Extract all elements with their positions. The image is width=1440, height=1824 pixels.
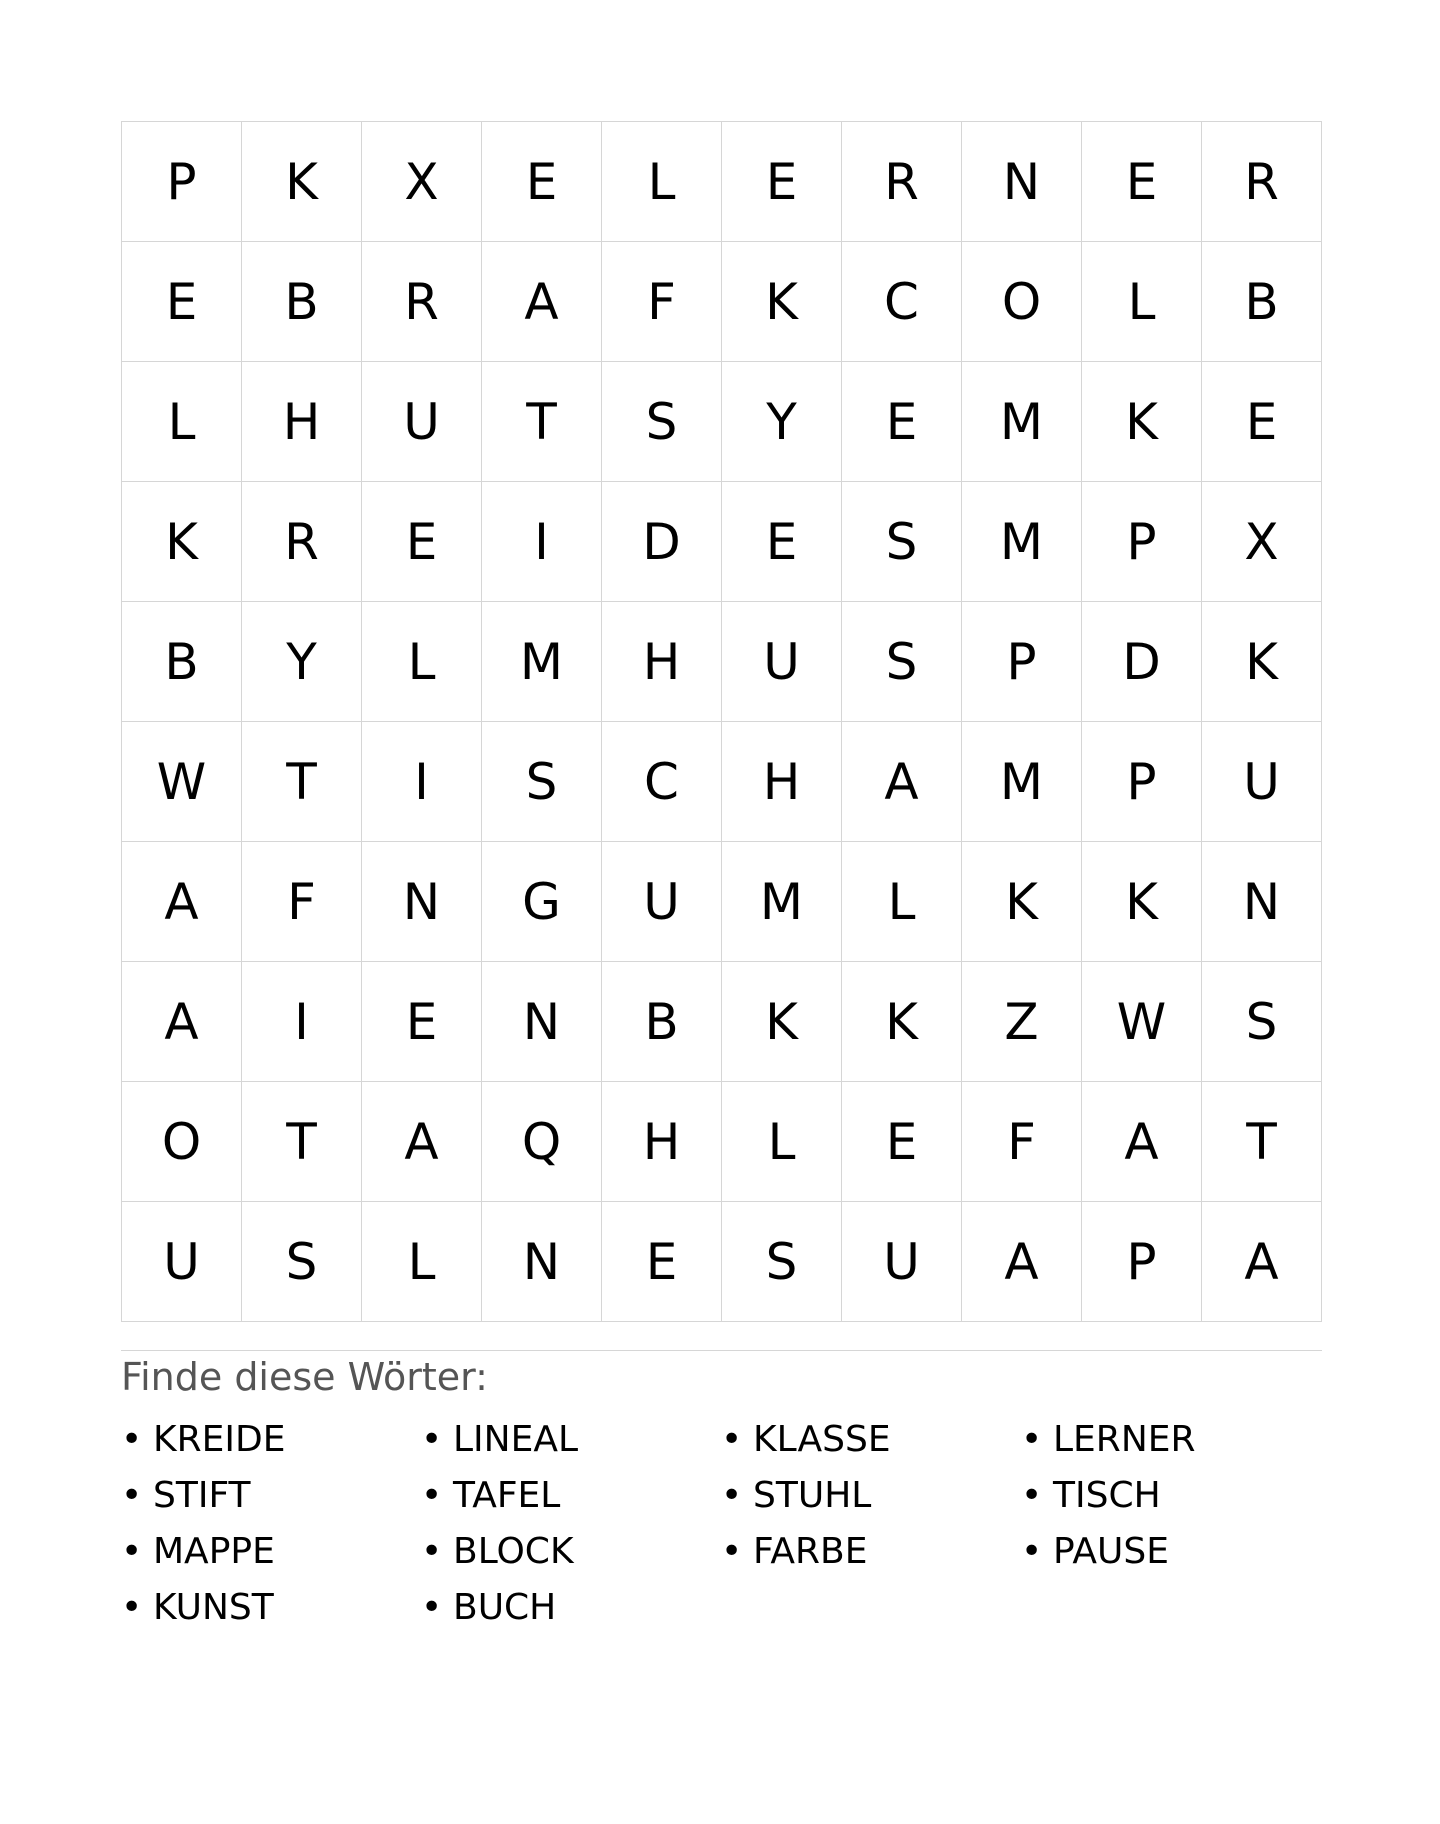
grid-cell[interactable]: M [962, 362, 1082, 482]
word-list-item [121, 1412, 421, 1468]
grid-cell[interactable]: R [842, 122, 962, 242]
grid-cell[interactable]: A [842, 722, 962, 842]
word-label: BLOCK [453, 1531, 574, 1572]
bullet-icon: • [421, 1587, 443, 1628]
grid-cell[interactable]: K [722, 962, 842, 1082]
word-list-item [421, 1580, 721, 1636]
grid-cell[interactable]: N [1202, 842, 1322, 962]
grid-cell[interactable]: S [722, 1202, 842, 1322]
grid-cell[interactable]: S [842, 482, 962, 602]
grid-cell[interactable]: T [482, 362, 602, 482]
grid-cell[interactable]: N [482, 962, 602, 1082]
grid-cell[interactable]: C [842, 242, 962, 362]
grid-cell[interactable]: N [962, 122, 1082, 242]
grid-cell[interactable]: M [962, 482, 1082, 602]
grid-cell[interactable]: F [602, 242, 722, 362]
grid-cell[interactable]: S [482, 722, 602, 842]
grid-cell[interactable]: U [362, 362, 482, 482]
grid-cell[interactable]: O [962, 242, 1082, 362]
grid-cell[interactable]: L [722, 1082, 842, 1202]
divider [121, 1350, 1322, 1351]
grid-cell[interactable]: N [482, 1202, 602, 1322]
grid-cell[interactable]: H [722, 722, 842, 842]
grid-cell[interactable]: A [1082, 1082, 1202, 1202]
grid-cell[interactable]: K [242, 122, 362, 242]
grid-cell[interactable]: L [362, 602, 482, 722]
grid-cell[interactable]: A [362, 1082, 482, 1202]
grid-cell[interactable]: Z [962, 962, 1082, 1082]
grid-cell[interactable]: K [122, 482, 242, 602]
grid-cell[interactable]: H [602, 1082, 722, 1202]
word-list-item [421, 1468, 721, 1524]
grid-cell[interactable]: R [362, 242, 482, 362]
grid-cell[interactable]: H [602, 602, 722, 722]
word-label: LERNER [1053, 1419, 1196, 1460]
grid-cell[interactable]: I [362, 722, 482, 842]
bullet-icon: • [1021, 1419, 1043, 1460]
grid-cell[interactable]: A [122, 962, 242, 1082]
bullet-icon: • [121, 1587, 143, 1628]
grid-cell[interactable]: F [962, 1082, 1082, 1202]
grid-cell[interactable]: N [362, 842, 482, 962]
word-label: STIFT [153, 1475, 251, 1516]
word-label: KUNST [153, 1587, 274, 1628]
grid-cell[interactable]: R [1202, 122, 1322, 242]
bullet-icon: • [1021, 1475, 1043, 1516]
grid-cell[interactable]: D [1082, 602, 1202, 722]
word-list [121, 1412, 1321, 1636]
grid-cell[interactable]: E [1082, 122, 1202, 242]
grid-cell[interactable]: E [122, 242, 242, 362]
grid-cell[interactable]: M [482, 602, 602, 722]
grid-cell[interactable]: S [1202, 962, 1322, 1082]
word-list-item [121, 1468, 421, 1524]
grid-cell[interactable]: S [602, 362, 722, 482]
grid-cell[interactable]: P [1082, 722, 1202, 842]
grid-cell[interactable]: U [122, 1202, 242, 1322]
grid-cell[interactable]: T [1202, 1082, 1322, 1202]
bullet-icon: • [121, 1475, 143, 1516]
word-list-item [121, 1524, 421, 1580]
grid-cell[interactable]: Y [242, 602, 362, 722]
grid-cell[interactable]: L [122, 362, 242, 482]
grid-cell[interactable]: I [482, 482, 602, 602]
grid-cell[interactable]: I [242, 962, 362, 1082]
grid-cell[interactable]: B [602, 962, 722, 1082]
grid-cell[interactable]: A [482, 242, 602, 362]
grid-cell[interactable]: Y [722, 362, 842, 482]
grid-cell[interactable]: T [242, 722, 362, 842]
bullet-icon: • [721, 1475, 743, 1516]
grid-cell[interactable]: S [242, 1202, 362, 1322]
word-list-item [721, 1524, 1021, 1580]
grid-cell[interactable]: G [482, 842, 602, 962]
word-label: FARBE [753, 1531, 868, 1572]
grid-cell[interactable]: P [122, 122, 242, 242]
grid-cell[interactable]: K [722, 242, 842, 362]
word-label: PAUSE [1053, 1531, 1169, 1572]
bullet-icon: • [421, 1531, 443, 1572]
bullet-icon: • [721, 1531, 743, 1572]
grid-cell[interactable]: O [122, 1082, 242, 1202]
grid-cell[interactable]: C [602, 722, 722, 842]
word-label: BUCH [453, 1587, 557, 1628]
grid-cell[interactable]: E [842, 362, 962, 482]
word-list-item [1021, 1468, 1321, 1524]
word-list-item [1021, 1412, 1321, 1468]
word-list-heading: Finde diese Wörter: [121, 1355, 488, 1399]
grid-cell[interactable]: L [362, 1202, 482, 1322]
grid-cell[interactable]: A [962, 1202, 1082, 1322]
word-list-item [421, 1524, 721, 1580]
grid-cell[interactable]: L [602, 122, 722, 242]
grid-cell[interactable]: A [122, 842, 242, 962]
grid-cell[interactable]: E [482, 122, 602, 242]
grid-cell[interactable]: Q [482, 1082, 602, 1202]
grid-cell[interactable]: E [362, 482, 482, 602]
grid-cell[interactable]: K [842, 962, 962, 1082]
grid-cell[interactable]: E [362, 962, 482, 1082]
grid-cell[interactable]: P [1082, 482, 1202, 602]
grid-cell[interactable]: F [242, 842, 362, 962]
bullet-icon: • [421, 1419, 443, 1460]
word-label: STUHL [753, 1475, 872, 1516]
grid-cell[interactable]: A [1202, 1202, 1322, 1322]
grid-cell[interactable]: S [842, 602, 962, 722]
grid-cell[interactable]: B [1202, 242, 1322, 362]
grid-cell[interactable]: E [722, 482, 842, 602]
bullet-icon: • [421, 1475, 443, 1516]
bullet-icon: • [121, 1419, 143, 1460]
grid-cell[interactable]: M [962, 722, 1082, 842]
word-list-item [1021, 1524, 1321, 1580]
grid-cell[interactable]: X [362, 122, 482, 242]
grid-cell[interactable]: H [242, 362, 362, 482]
grid-cell[interactable]: E [722, 122, 842, 242]
grid-cell[interactable]: L [842, 842, 962, 962]
grid-cell[interactable]: K [1082, 842, 1202, 962]
grid-cell[interactable]: E [842, 1082, 962, 1202]
grid-cell[interactable]: M [722, 842, 842, 962]
grid-cell[interactable]: P [1082, 1202, 1202, 1322]
grid-cell[interactable]: K [962, 842, 1082, 962]
word-label: MAPPE [153, 1531, 275, 1572]
grid-cell[interactable]: W [122, 722, 242, 842]
grid-cell[interactable]: K [1082, 362, 1202, 482]
word-list-item [721, 1468, 1021, 1524]
grid-cell[interactable]: X [1202, 482, 1322, 602]
grid-cell[interactable]: K [1202, 602, 1322, 722]
grid-cell[interactable]: U [602, 842, 722, 962]
word-label: KREIDE [153, 1419, 286, 1460]
word-list-item [421, 1412, 721, 1468]
bullet-icon: • [121, 1531, 143, 1572]
word-label: TAFEL [453, 1475, 561, 1516]
letter-grid [121, 121, 1322, 1322]
grid-cell[interactable]: E [602, 1202, 722, 1322]
word-list-item [721, 1412, 1021, 1468]
grid-cell[interactable]: D [602, 482, 722, 602]
grid-cell[interactable]: B [122, 602, 242, 722]
grid-cell[interactable]: E [1202, 362, 1322, 482]
word-list-item [121, 1580, 421, 1636]
word-label: KLASSE [753, 1419, 891, 1460]
word-label: TISCH [1053, 1475, 1161, 1516]
grid-cell[interactable]: W [1082, 962, 1202, 1082]
grid-cell[interactable]: U [842, 1202, 962, 1322]
bullet-icon: • [721, 1419, 743, 1460]
grid-cell[interactable]: L [1082, 242, 1202, 362]
grid-cell[interactable]: T [242, 1082, 362, 1202]
grid-cell[interactable]: U [722, 602, 842, 722]
bullet-icon: • [1021, 1531, 1043, 1572]
grid-cell[interactable]: U [1202, 722, 1322, 842]
grid-cell[interactable]: B [242, 242, 362, 362]
grid-cell[interactable]: R [242, 482, 362, 602]
grid-cell[interactable]: P [962, 602, 1082, 722]
word-label: LINEAL [453, 1419, 579, 1460]
